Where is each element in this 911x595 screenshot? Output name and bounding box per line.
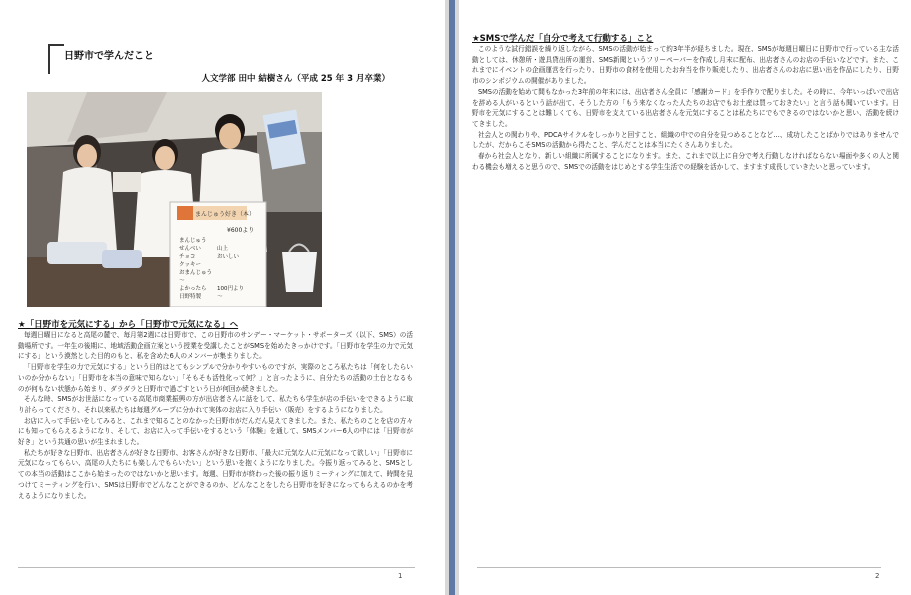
page-title: 日野市で学んだこと bbox=[64, 51, 154, 62]
sign-line: 〜 bbox=[179, 278, 185, 284]
paragraph: SMSの活動を始めて間もなかった3年前の年末には、出店者さん全員に「感謝カード」を手作りで配りました。その時に、今年いっぱいで出店を辞める人がいるという話が出て、そうした方の「もう来なくなった人たちのお店でもお土産は買っておきたい」と言う話も聞いています。日野市を元気にすることは難しくても、日野市を支えている出店者さんを元気にすることは私たちにでもできるのではないかと思い、活動を続けてきました。 bbox=[472, 87, 899, 128]
sign-line: チョコ bbox=[179, 254, 196, 260]
page-number: 2 bbox=[875, 572, 880, 580]
document-page-1 bbox=[0, 0, 445, 595]
section-heading-2: ★SMSで学んだ「自分で考えて行動する」こと bbox=[472, 34, 654, 44]
page-number: 1 bbox=[398, 572, 403, 580]
paragraph: お店に入って手伝いをしてみると、これまで知ることのなかった日野市がだんだん見えてきました。また、私たちのことを店の方々にも知ってもらえるようになり、そして、お店に入って手伝いをするという「体験」を通して、SMSメンバー6人の中には「日野市が好き」という共通の思いが生まれました。 bbox=[18, 416, 413, 447]
footer-rule bbox=[18, 567, 415, 568]
document-page-2 bbox=[459, 0, 911, 595]
sign-line: 山上 bbox=[217, 246, 229, 252]
paragraph: 私たちが好きな日野市、出店者さんが好きな日野市、お客さんが好きな日野市、「最大に元気な人に元気になって欲しい」「日野市に元気になってもらい、高尾の人たちにも楽しんでもらいたい」という思いを抱くようになりました。今振り返ってみると、SMSとしての本当の活動はここから始まったのではないかと思います。毎週、日野市が終わった後の振り返りミーティングに加えて、時間を見つけてミーティングを行い、SMSは日野市でどんなことができるのか、どんなことをしたら日野市を好きになってもらえるのかを考えるようになりました。 bbox=[18, 448, 413, 500]
section-heading-1: ★「日野市を元気にする」から「日野市で元気になる」へ bbox=[18, 320, 239, 330]
paragraph: 毎週日曜日になると高尾の麓で、毎月第2週には日野市で、この日野市のサンデー・マーケット・サポーターズ（以下、SMS）の活動場所です。一年生の後期に、地域活動企画立案という授業を受講したことがSMSを始めたきっかけです。「日野市を学生の力で元気にする」という漠然とした目的のもと、私を含めた6人のメンバーが集まりました。 bbox=[18, 331, 413, 361]
sign-line: クッキー bbox=[179, 262, 202, 268]
title-bracket-decoration bbox=[48, 44, 64, 74]
sign-line: まんじゅう bbox=[179, 238, 207, 244]
author-line: 人文学部 田中 結樹さん（平成 25 年 3 月卒業） bbox=[201, 74, 390, 84]
sign-line: せんべい bbox=[179, 246, 201, 252]
paragraph: 「日野市を学生の力で元気にする」という目的はとてもシンプルで分かりやすいものですが、実際のところ私たちは「何をしたらいいのか分からない」「日野市を本当の意味で知らない」「そもそも活性化って何？」と言ったように、自分たちの活動の土台となるものが何もない状態から始まり、ダラダラと日野市で過ごすという日が何回か続きました。 bbox=[18, 363, 413, 393]
section-body-1 bbox=[18, 330, 413, 501]
sign-line: 日野特製 bbox=[179, 294, 202, 300]
page-separator-bar bbox=[449, 0, 455, 595]
paragraph: 社会人との関わりや、PDCAサイクルをしっかりと回すこと、組織の中での自分を見つめることなど…、成功したことばかりではありませんでしたが、だからこそSMSの活動から得たこと、学んだことは本当にたくさんありました。 bbox=[472, 130, 899, 150]
paragraph: このような試行錯誤を繰り返しながら、SMSの活動が始まって約3年半が経ちました。現在、SMSが毎週日曜日に日野市で行っている主な活動としては、休憩所・遊具貸出所の運営、SMS新聞というフリーペーパーを作成し月末に配布、出店者さんのお店の手伝いなどです。また、これまでにイベントの企画運営を行ったり、日野市の食材を使用したお弁当を作り販売したり、出店者さんのお店に思い出を作品にしたり、日野市のシンポジウムの開催がありました。 bbox=[472, 45, 900, 86]
sign-line: おまんじゅう bbox=[179, 270, 213, 276]
paragraph: 春から社会人となり、新しい組織に所属することになります。また、これまで以上に自分で考え行動しなければならない場面や多くの人と関わる機会も増えると思うので、SMSでの活動をはじめとする学生生活での経験を活かして、ますます成長していきたいと思っています。 bbox=[472, 152, 899, 171]
sign-title-text: まんじゅう好き（本） bbox=[195, 211, 256, 218]
footer-rule bbox=[477, 567, 881, 568]
paragraph: そんな時、SMSがお世話になっている高尾市商業振興の方が出店者さんに話をして、私たちも学生が店の手伝いをできるように取り計らってくださり、それ以来私たちは毎週グループに分かれて実体のお店に入り手伝い（販売）をするようになりました。 bbox=[18, 395, 413, 414]
page-gutter bbox=[445, 0, 459, 595]
sign-price-text: ¥600より bbox=[227, 227, 255, 234]
sign-line: よかったら bbox=[179, 286, 207, 292]
sign-line: 100円より bbox=[217, 286, 244, 292]
section-body-2 bbox=[472, 44, 899, 172]
sign-line: 〜 bbox=[217, 294, 223, 300]
sign-line: おいしい bbox=[217, 254, 240, 260]
market-photo bbox=[27, 92, 322, 307]
